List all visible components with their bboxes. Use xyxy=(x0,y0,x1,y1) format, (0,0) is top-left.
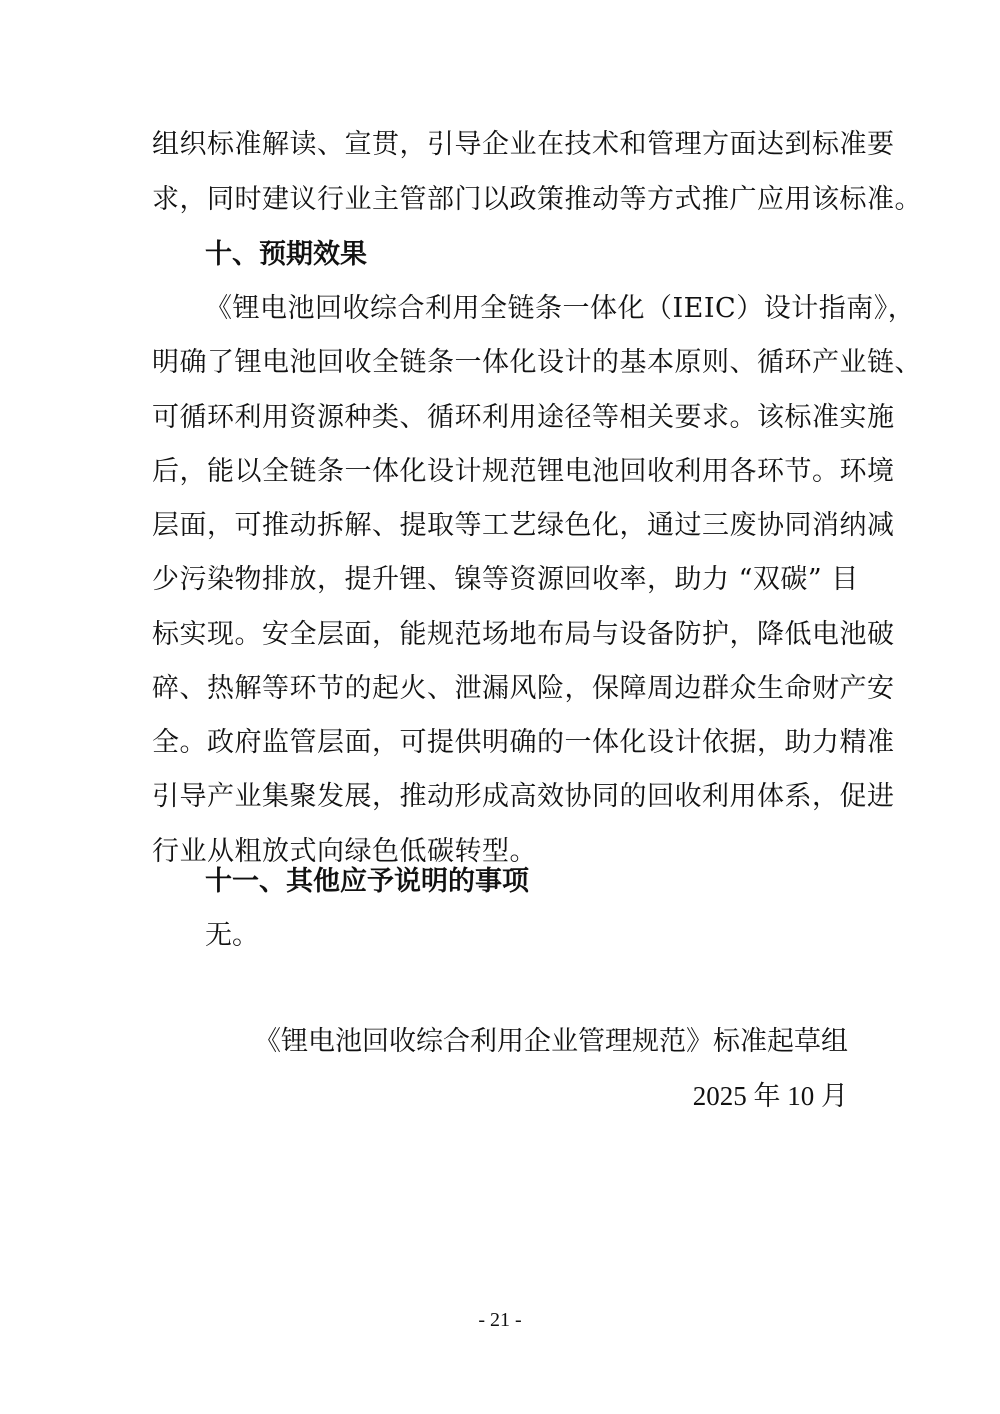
body-text-line: 碎、热解等环节的起火、泄漏风险，保障周边群众生命财产安 xyxy=(152,673,895,704)
signature-org: 《锂电池回收综合利用企业管理规范》标准起草组 xyxy=(254,1026,848,1057)
body-text-line: 引导产业集聚发展，推动形成高效协同的回收利用体系，促进 xyxy=(152,781,895,812)
body-text-line: 层面，可推动拆解、提取等工艺绿色化，通过三废协同消纳减 xyxy=(152,510,895,541)
body-text-line: 求，同时建议行业主管部门以政策推动等方式推广应用该标准。 xyxy=(152,184,922,215)
body-text-line: 《锂电池回收综合利用全链条一体化（IEIC）设计指南》， xyxy=(205,293,916,324)
section-11-body: 无。 xyxy=(205,920,259,951)
section-heading-10: 十、预期效果 xyxy=(205,239,367,270)
body-text-line: 行业从粗放式向绿色低碳转型。 xyxy=(152,836,537,867)
signature-date: 2025 年 10 月 xyxy=(692,1081,848,1111)
body-text-line: 后，能以全链条一体化设计规范锂电池回收利用各环节。环境 xyxy=(152,456,895,487)
section-heading-11: 十一、其他应予说明的事项 xyxy=(205,866,529,897)
body-text-line: 标实现。安全层面，能规范场地布局与设备防护，降低电池破 xyxy=(152,619,895,650)
body-text-line: 组织标准解读、宣贯，引导企业在技术和管理方面达到标准要 xyxy=(152,129,895,160)
body-text-line: 明确了锂电池回收全链条一体化设计的基本原则、循环产业链、 xyxy=(152,347,922,378)
body-text-line: 少污染物排放，提升锂、镍等资源回收率，助力 “双碳” 目 xyxy=(152,564,859,595)
body-text-line: 可循环利用资源种类、循环利用途径等相关要求。该标准实施 xyxy=(152,402,895,433)
body-text-line: 全。政府监管层面，可提供明确的一体化设计依据，助力精准 xyxy=(152,727,895,758)
page-number: - 21 - xyxy=(478,1309,522,1331)
